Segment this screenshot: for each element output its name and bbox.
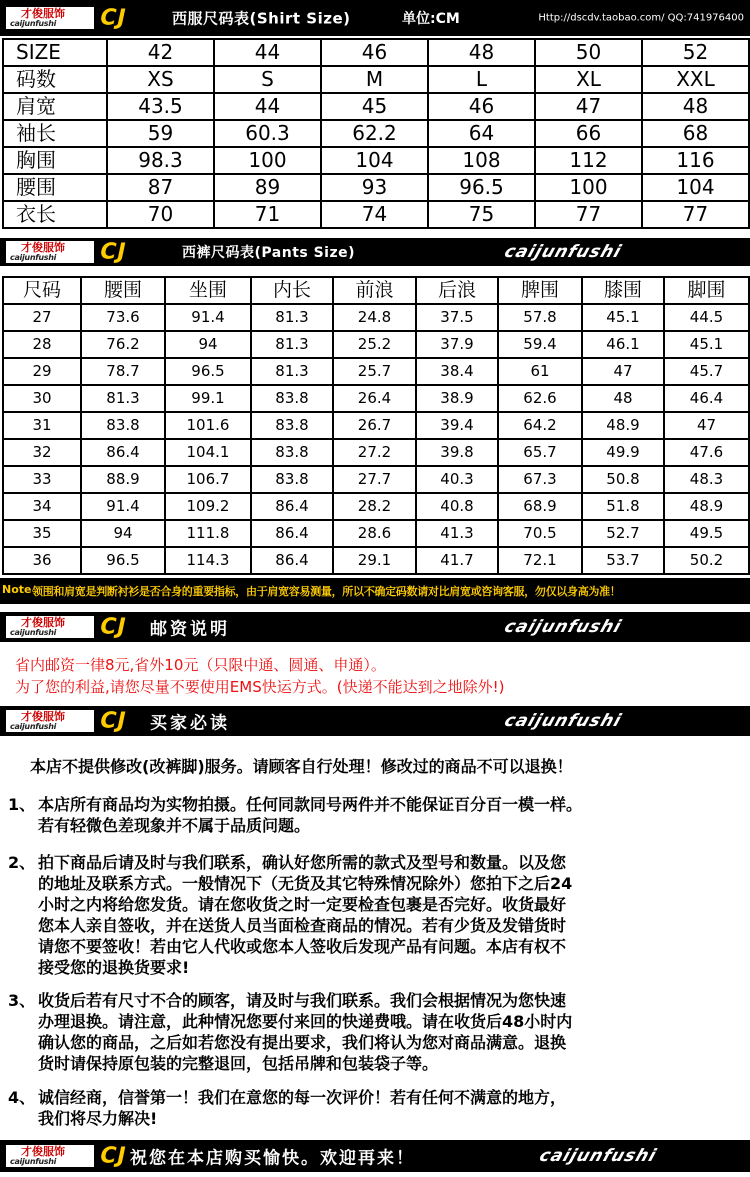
buyer-item-2: 2、 拍下商品后请及时与我们联系，确认好您所需的款式及型号和数量。以及您 的地址及联系方式。一般情况下（无货及其它特殊情况除外）您拍下之后24 小时之内将给您发货。请在您收货之时一定要检查包裹是否完好。收货最好 您本人亲自签收，并在送货人员当面检查商品的情况。若有少货及发错货时 请您不要签收！若由它人代收或您本人签收后发现产品有问题。本店有权不 接受您的退换货要求! [8,853,573,977]
table-cell: 98.3 [107,147,214,174]
brand-logo: 才俊服饰 caijunfushi [6,241,94,263]
table-cell: 35 [3,520,81,547]
table-cell: 91.4 [81,493,165,520]
table-row [3,331,749,358]
table-row [3,120,749,147]
table-cell: 28.6 [333,520,416,547]
column-header: 脚围 [664,277,749,304]
table-cell: 46 [428,93,535,120]
table-cell: 104 [321,147,428,174]
shop-url: Http://dscdv.taobao.com/ QQ:741976400 [538,12,744,24]
table-cell: 94 [165,331,251,358]
table-cell: 39.4 [416,412,498,439]
table-cell: 52.7 [582,520,664,547]
table-cell: 65.7 [498,439,582,466]
cj-logo: CJ [97,239,130,265]
table-cell: 27.2 [333,439,416,466]
brand-wordmark: caijunfushi [501,242,625,262]
table-cell: 47 [664,412,749,439]
table-cell: 61 [498,358,582,385]
row-label: 肩宽 [3,93,107,120]
row-label: 码数 [3,66,107,93]
table-cell: 59 [107,120,214,147]
table-row [3,174,749,201]
table-cell: 45.1 [582,304,664,331]
table-cell: 53.7 [582,547,664,574]
cj-logo: CJ [97,708,130,734]
table-cell: 83.8 [81,412,165,439]
row-label: 腰围 [3,174,107,201]
buyer-notice-title: 买家必读 [150,713,230,734]
table-cell: 83.8 [251,439,333,466]
table-cell: 44.5 [664,304,749,331]
row-label: 胸围 [3,147,107,174]
table-cell: 68.9 [498,493,582,520]
table-row [3,66,749,93]
table-cell: 48 [582,385,664,412]
table-row [3,358,749,385]
table-cell: 48 [428,39,535,66]
table-cell: 29 [3,358,81,385]
table-cell: 83.8 [251,385,333,412]
table-cell: 41.7 [416,547,498,574]
table-cell: 28 [3,331,81,358]
table-cell: M [321,66,428,93]
brand-logo: 才俊服饰 caijunfushi [6,7,94,29]
cj-logo: CJ [97,5,130,31]
table-row [3,439,749,466]
table-cell: 88.9 [81,466,165,493]
table-cell: 83.8 [251,412,333,439]
table-cell: 52 [642,39,749,66]
buyer-notice-header [0,706,750,736]
table-row [3,201,749,228]
table-cell: 75 [428,201,535,228]
column-header: 前浪 [333,277,416,304]
table-cell: 33 [3,466,81,493]
brand-wordmark: caijunfushi [501,617,625,637]
cj-logo: CJ [97,614,130,640]
table-cell: 78.7 [81,358,165,385]
table-cell: 87 [107,174,214,201]
table-cell: 27 [3,304,81,331]
table-cell: 76.2 [81,331,165,358]
pants-size-header [0,238,750,266]
table-row [3,304,749,331]
table-cell: 112 [535,147,642,174]
table-row [3,412,749,439]
brand-logo: 才俊服饰 caijunfushi [6,1145,94,1167]
column-header: 内长 [251,277,333,304]
table-cell: 40.3 [416,466,498,493]
pants-size-table [2,276,750,575]
cj-logo: CJ [97,1143,130,1169]
table-cell: 46.4 [664,385,749,412]
table-row [3,147,749,174]
table-cell: 62.2 [321,120,428,147]
table-cell: 59.4 [498,331,582,358]
table-cell: 45.1 [664,331,749,358]
table-cell: 57.8 [498,304,582,331]
buyer-item-3: 3、 收货后若有尺寸不合的顾客，请及时与我们联系。我们会根据情况为您快速 办理退换。请注意，此种情况您要付来回的快递费哦。请在收货后48小时内 确认您的商品，之后如若您没有提出要求，我们将认为您对商品满意。退换 货时请保持原包装的完整退回，包括吊牌和包装袋子等。 [8,991,573,1073]
table-cell: 25.7 [333,358,416,385]
table-cell: 30 [3,385,81,412]
column-header: 后浪 [416,277,498,304]
table-cell: 67.3 [498,466,582,493]
table-cell: 73.6 [81,304,165,331]
table-cell: 46.1 [582,331,664,358]
table-cell: 48 [642,93,749,120]
shipping-title: 邮资说明 [150,619,230,640]
shipping-line-2: 为了您的利益,请您尽量不要使用EMS快运方式。(快递不能达到之地除外!) [15,678,505,696]
column-header: 膝围 [582,277,664,304]
note-label: Note [2,583,32,596]
table-cell: 34 [3,493,81,520]
table-cell: 70.5 [498,520,582,547]
table-cell: 47 [535,93,642,120]
table-cell: 29.1 [333,547,416,574]
brand-logo: 才俊服饰 caijunfushi [6,710,94,732]
buyer-item-1: 1、 本店所有商品均为实物拍摄。任何同款同号两件并不能保证百分百一模一样。 若有轻微色差现象并不属于品质问题。 [8,795,583,835]
table-cell: 96.5 [165,358,251,385]
table-cell: 68 [642,120,749,147]
table-cell: 50.8 [582,466,664,493]
row-label: 衣长 [3,201,107,228]
table-cell: 45.7 [664,358,749,385]
table-cell: 108 [428,147,535,174]
table-cell: 39.8 [416,439,498,466]
buyer-intro: 本店不提供修改(改裤脚)服务。请顾客自行处理！修改过的商品不可以退换！ [30,757,573,776]
table-cell: 100 [214,147,321,174]
table-cell: 43.5 [107,93,214,120]
table-cell: 37.5 [416,304,498,331]
table-cell: 26.7 [333,412,416,439]
table-cell: S [214,66,321,93]
table-cell: 66 [535,120,642,147]
table-cell: 104.1 [165,439,251,466]
table-cell: 86.4 [251,520,333,547]
table-row [3,385,749,412]
table-cell: 81.3 [251,304,333,331]
column-header: 坐围 [165,277,251,304]
table-cell: 47.6 [664,439,749,466]
table-row [3,520,749,547]
table-cell: L [428,66,535,93]
table-cell: 77 [642,201,749,228]
table-cell: 99.1 [165,385,251,412]
table-cell: 83.8 [251,466,333,493]
table-cell: 24.8 [333,304,416,331]
table-cell: 28.2 [333,493,416,520]
table-row [3,466,749,493]
table-cell: 48.9 [582,412,664,439]
table-cell: 31 [3,412,81,439]
column-header: 脾围 [498,277,582,304]
table-cell: 36 [3,547,81,574]
column-header: 尺码 [3,277,81,304]
table-cell: XL [535,66,642,93]
table-cell: 50.2 [664,547,749,574]
table-cell: 74 [321,201,428,228]
table-cell: 26.4 [333,385,416,412]
table-cell: 116 [642,147,749,174]
table-cell: 100 [535,174,642,201]
table-cell: 42 [107,39,214,66]
unit-label: 单位:CM [402,11,460,27]
table-cell: 104 [642,174,749,201]
table-cell: 46 [321,39,428,66]
footer-bar [0,1140,750,1172]
table-row [3,493,749,520]
brand-wordmark: caijunfushi [536,1146,660,1166]
table-cell: 81.3 [81,385,165,412]
table-cell: 48.9 [664,493,749,520]
row-label: SIZE [3,39,107,66]
table-cell: 64 [428,120,535,147]
table-cell: 49.5 [664,520,749,547]
table-cell: 114.3 [165,547,251,574]
shirt-size-table [2,38,750,229]
table-cell: 70 [107,201,214,228]
table-cell: 51.8 [582,493,664,520]
table-cell: 49.9 [582,439,664,466]
table-cell: XXL [642,66,749,93]
brand-wordmark: caijunfushi [501,711,625,731]
table-cell: 38.9 [416,385,498,412]
footer-text: 祝您在本店购买愉快。欢迎再来！ [130,1148,415,1169]
shirt-size-title: 西服尺码表(Shirt Size) [172,9,351,28]
table-cell: 81.3 [251,358,333,385]
table-cell: 25.2 [333,331,416,358]
table-cell: 81.3 [251,331,333,358]
table-row [3,39,749,66]
table-row [3,93,749,120]
table-cell: 50 [535,39,642,66]
table-cell: 71 [214,201,321,228]
note-text: 领围和肩宽是判断衬衫是否合身的重要指标，由于肩宽容易测量，所以不确定码数请对比肩宽或咨询客服，勿仅以身高为准！ [32,585,621,598]
row-label: 袖长 [3,120,107,147]
table-cell: 32 [3,439,81,466]
table-cell: 111.8 [165,520,251,547]
table-cell: 47 [582,358,664,385]
table-cell: 27.7 [333,466,416,493]
table-cell: 106.7 [165,466,251,493]
table-cell: 86.4 [81,439,165,466]
table-cell: 41.3 [416,520,498,547]
column-header: 腰围 [81,277,165,304]
table-cell: 91.4 [165,304,251,331]
table-cell: 109.2 [165,493,251,520]
pants-size-title: 西裤尺码表(Pants Size) [182,245,356,261]
table-cell: 62.6 [498,385,582,412]
table-cell: 48.3 [664,466,749,493]
brand-logo: 才俊服饰 caijunfushi [6,616,94,638]
shipping-line-1: 省内邮资一律8元,省外10元（只限中通、圆通、申通）。 [15,656,386,674]
table-cell: 93 [321,174,428,201]
table-cell: 101.6 [165,412,251,439]
table-header-row [3,277,749,304]
table-cell: 38.4 [416,358,498,385]
table-cell: 94 [81,520,165,547]
table-cell: 86.4 [251,547,333,574]
shipping-header [0,612,750,642]
table-cell: 60.3 [214,120,321,147]
shirt-size-header [0,0,750,36]
table-cell: 44 [214,93,321,120]
table-row [3,547,749,574]
table-cell: 96.5 [81,547,165,574]
note-strip [0,578,750,604]
table-cell: XS [107,66,214,93]
table-cell: 37.9 [416,331,498,358]
table-cell: 40.8 [416,493,498,520]
table-cell: 72.1 [498,547,582,574]
buyer-item-4: 4、 诚信经商，信誉第一！我们在意您的每一次评价！若有任何不满意的地方， 我们将尽力解决! [8,1088,567,1128]
table-cell: 89 [214,174,321,201]
table-cell: 96.5 [428,174,535,201]
table-cell: 45 [321,93,428,120]
table-cell: 86.4 [251,493,333,520]
table-cell: 44 [214,39,321,66]
table-cell: 77 [535,201,642,228]
table-cell: 64.2 [498,412,582,439]
